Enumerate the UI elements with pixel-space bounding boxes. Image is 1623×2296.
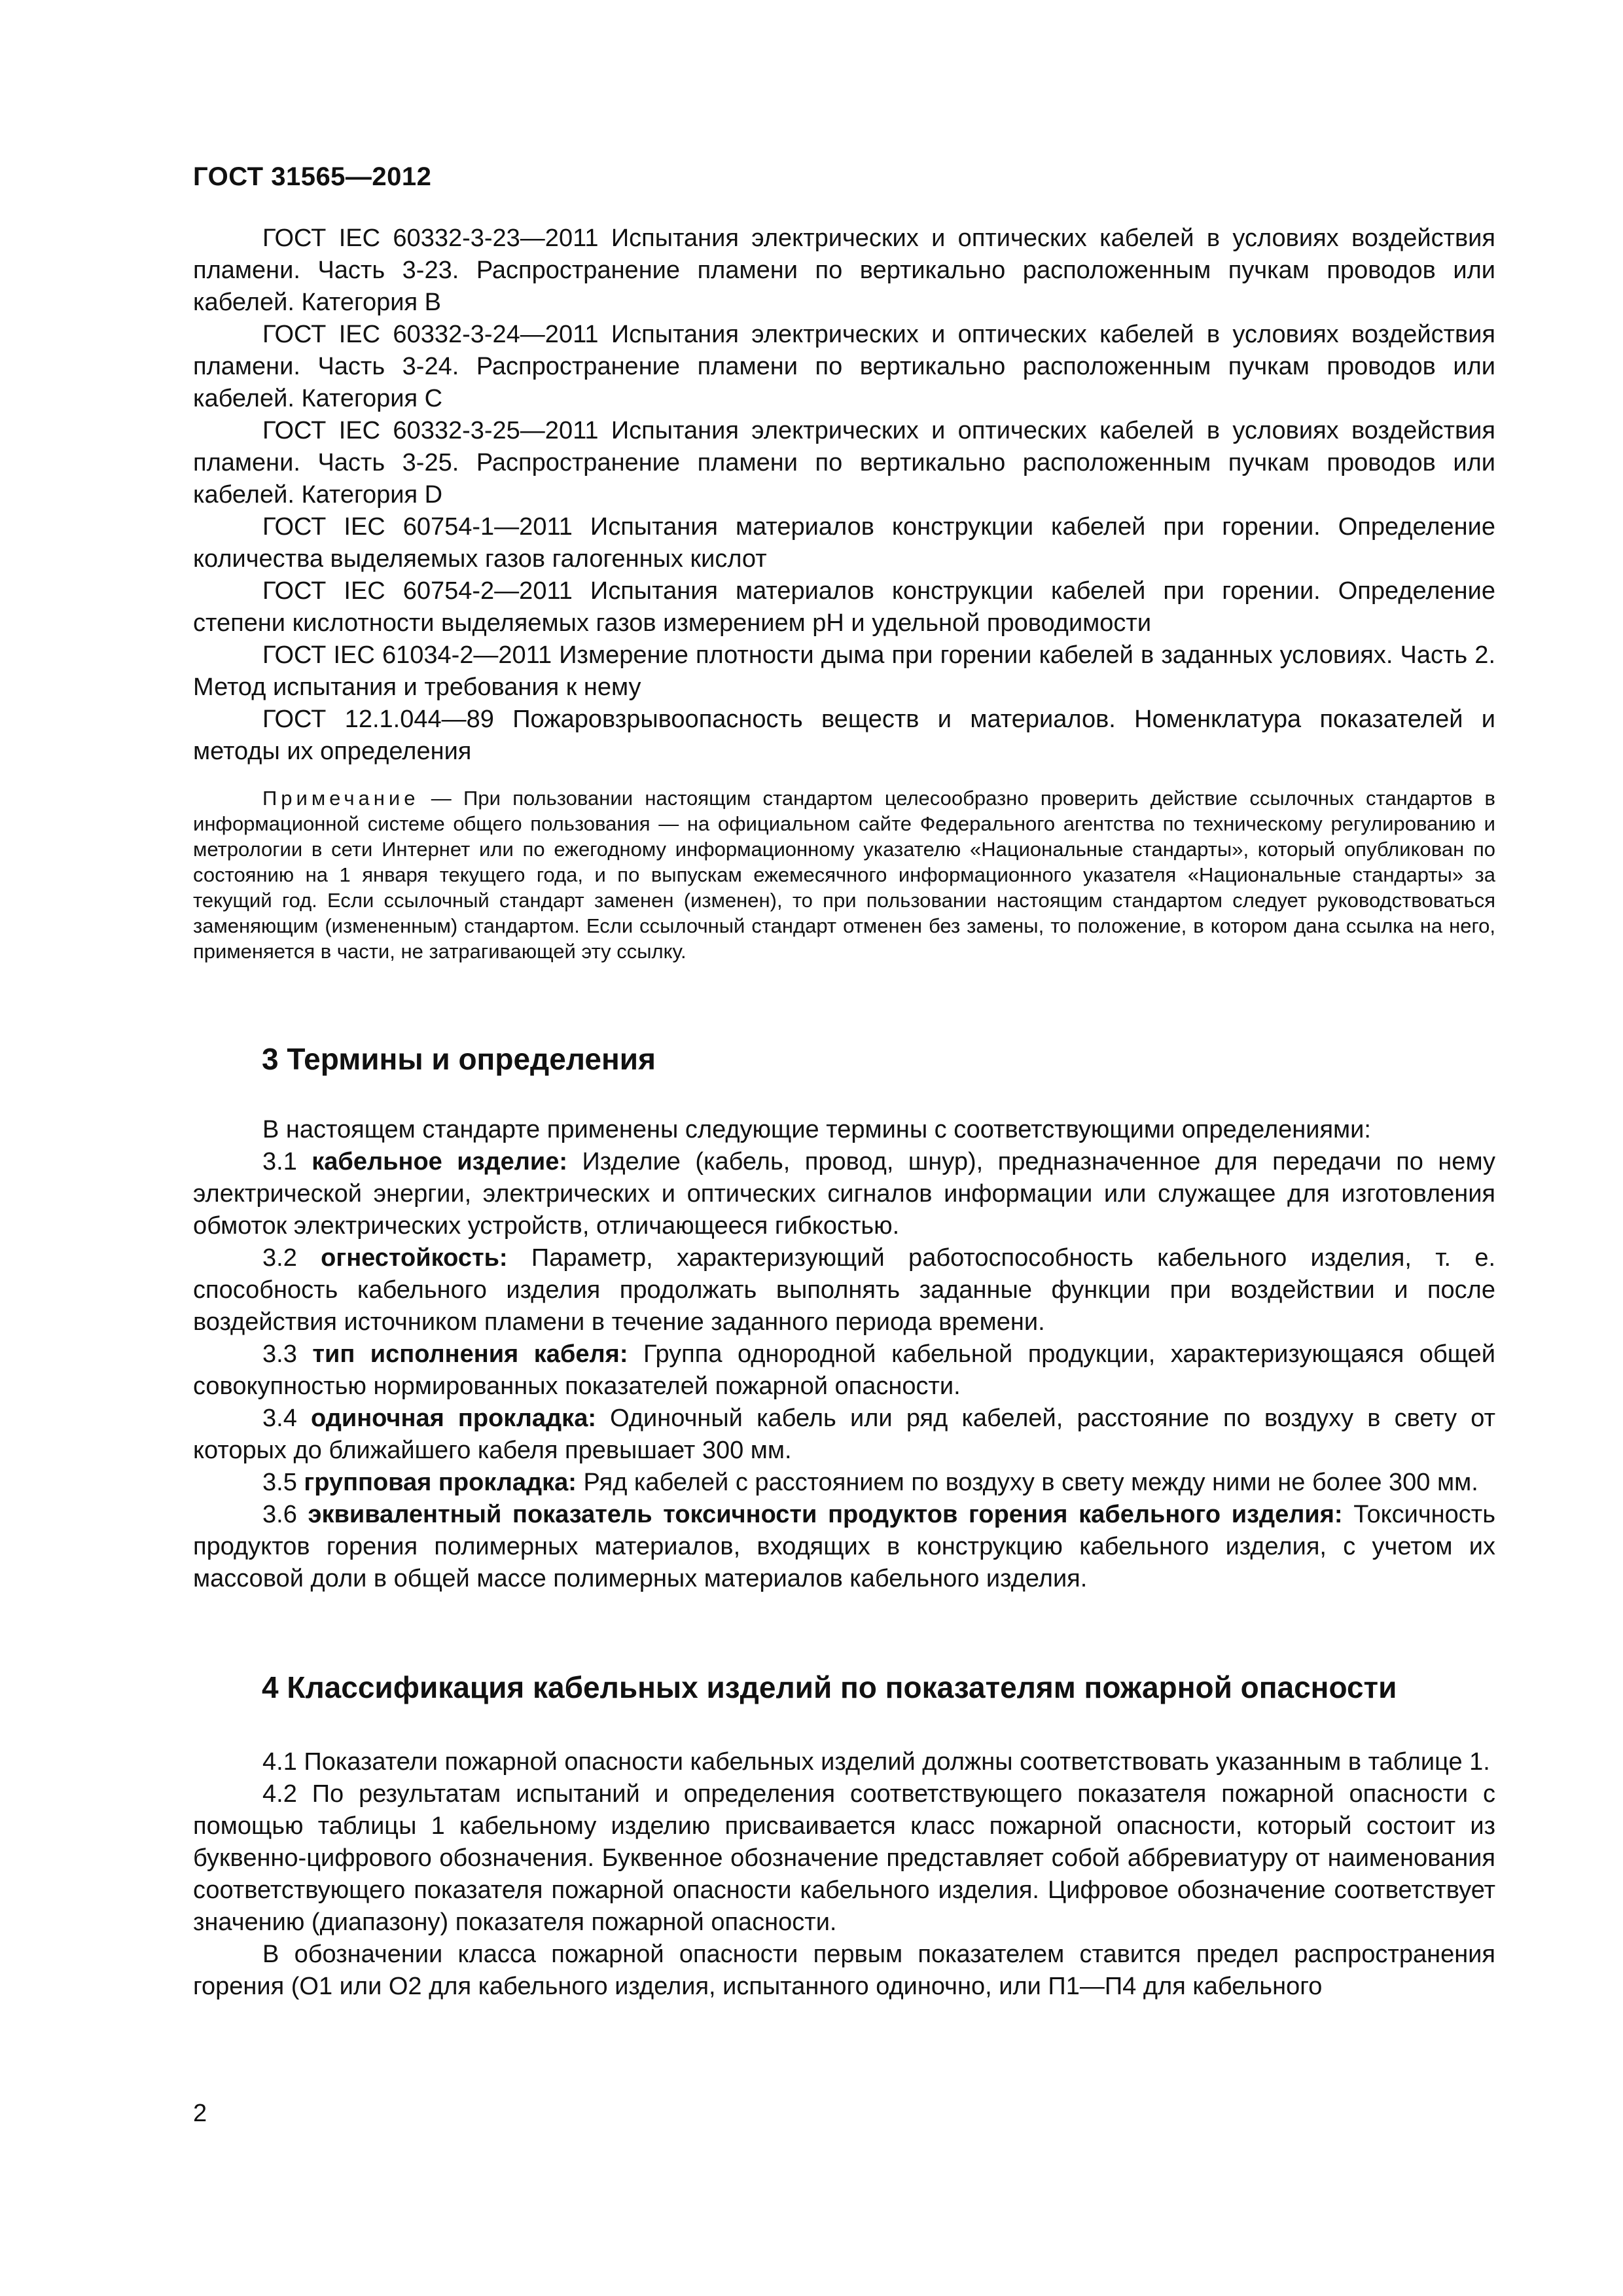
note-block	[193, 785, 1495, 964]
reference-item: ГОСТ IEC 60332-3-23—2011 Испытания электрических и оптических кабелей в условиях воздействия пламени. Часть 3-23. Распространение пламени по вертикально расположенным пучкам проводов или кабелей. Категория B	[193, 224, 1495, 316]
definition-number: 3.3	[262, 1340, 297, 1368]
definition-number: 3.4	[262, 1405, 297, 1432]
definition-item	[193, 1403, 1495, 1467]
definition-term: тип исполнения кабеля:	[312, 1340, 628, 1368]
reference-item: ГОСТ 12.1.044—89 Пожаровзрывоопасность веществ и материалов. Номенклатура показателей и методы их определения	[193, 706, 1495, 765]
definition-number: 3.2	[262, 1244, 297, 1272]
definition-term: кабельное изделие:	[312, 1148, 568, 1175]
definition-number: 3.5	[262, 1469, 297, 1496]
section-4-paragraph: 4.1 Показатели пожарной опасности кабельных изделий должны соответствовать указанным в таблице 1.	[262, 1748, 1490, 1776]
definition-term: одиночная прокладка:	[311, 1405, 596, 1432]
definition-item	[193, 1467, 1495, 1499]
definition-number: 3.1	[262, 1148, 297, 1175]
section-4-body	[193, 1746, 1495, 2003]
definition-item	[193, 1242, 1495, 1338]
section-4-heading: 4 Классификация кабельных изделий по показателям пожарной опасности	[262, 1670, 1397, 1704]
definition-item	[193, 1338, 1495, 1403]
definition-term: групповая прокладка:	[304, 1469, 577, 1496]
definition-number: 3.6	[262, 1501, 297, 1528]
document-header: ГОСТ 31565—2012	[193, 162, 432, 191]
note-text: — При пользовании настоящим стандартом целесообразно проверить действие ссылочных стандартов в информационной системе общего пользования — на официальном сайте Федерального агентства по техническому регулированию и метрологии в сети Интернет или по ежегодному информационному указателю «Национальные стандарты», который опубликован по состоянию на 1 января текущего года, и по выпускам ежемесячного информационного указателя «Национальные стандарты» за текущий год. Если ссылочный стандарт заменен (изменен), то при пользовании настоящим стандартом следует руководствоваться заменяющим (измененным) стандартом. Если ссылочный стандарт отменен без замены, то положение, в котором дана ссылка на него, применяется в части, не затрагивающей эту ссылку.	[193, 787, 1495, 963]
definition-text: Параметр, характеризующий работоспособность кабельного изделия, т. е. способность кабельного изделия продолжать выполнять заданные функции при воздействии и после воздействия источником пламени в течение заданного периода времени.	[193, 1244, 1496, 1336]
definition-text: Токсичность продуктов горения полимерных материалов, входящих в конструкцию кабельного изделия, с учетом их массовой доли в общей массе полимерных материалов кабельного изделия.	[193, 1501, 1495, 1592]
reference-item: ГОСТ IEC 60754-1—2011 Испытания материалов конструкции кабелей при горении. Определение количества выделяемых газов галогенных кислот	[193, 513, 1495, 573]
reference-item: ГОСТ IEC 61034-2—2011 Измерение плотности дыма при горении кабелей в заданных условиях. Часть 2. Метод испытания и требования к нему	[193, 641, 1495, 701]
section-3-intro: В настоящем стандарте применены следующие термины с соответствующими определениями:	[262, 1116, 1371, 1143]
definition-text: Изделие (кабель, провод, шнур), предназначенное для передачи по нему электрической энергии, электрических и оптических сигналов информации или служащее для изготовления обмоток электрических устройств, отличающееся гибкостью.	[193, 1148, 1495, 1240]
reference-item: ГОСТ IEC 60754-2—2011 Испытания материалов конструкции кабелей при горении. Определение степени кислотности выделяемых газов измерением pH и удельной проводимости	[193, 577, 1495, 637]
section-3-heading-wrap	[262, 1039, 1564, 1079]
definition-text: Ряд кабелей с расстоянием по воздуху в свету между ними не более 300 мм.	[576, 1469, 1478, 1496]
definition-item	[193, 1146, 1495, 1242]
section-3-body	[193, 1114, 1495, 1595]
definition-term: огнестойкость:	[321, 1244, 508, 1272]
reference-item: ГОСТ IEC 60332-3-25—2011 Испытания электрических и оптических кабелей в условиях воздействия пламени. Часть 3-25. Распространение пламени по вертикально расположенным пучкам проводов или кабелей. Категория D	[193, 417, 1495, 509]
reference-item: ГОСТ IEC 60332-3-24—2011 Испытания электрических и оптических кабелей в условиях воздействия пламени. Часть 3-24. Распространение пламени по вертикально расположенным пучкам проводов или кабелей. Категория C	[193, 321, 1495, 412]
note-paragraph	[193, 785, 1495, 964]
definition-text: Группа однородной кабельной продукции, характеризующаяся общей совокупностью нормированных показателей пожарной опасности.	[193, 1340, 1495, 1400]
normative-references-list	[193, 223, 1495, 768]
definition-text: Одиночный кабель или ряд кабелей, расстояние по воздуху в свету от которых до ближайшего кабеля превышает 300 мм.	[193, 1405, 1495, 1464]
page-number: 2	[193, 2100, 207, 2127]
section-3-heading: 3 Термины и определения	[262, 1042, 656, 1076]
note-label: Примечание	[262, 787, 419, 810]
definition-term: эквивалентный показатель токсичности продуктов горения кабельного изделия:	[308, 1501, 1343, 1528]
definition-item	[193, 1499, 1495, 1595]
section-4-paragraph: В обозначении класса пожарной опасности первым показателем ставится предел распространения горения (О1 или О2 для кабельного изделия, испытанного одиночно, или П1—П4 для кабельного	[193, 1941, 1495, 2000]
section-4-heading-wrap	[262, 1668, 1564, 1707]
section-4-paragraph: 4.2 По результатам испытаний и определения соответствующего показателя пожарной опасности с помощью таблицы 1 кабельному изделию присваивается класс пожарной опасности, который состоит из буквенно-цифрового обозначения. Буквенное обозначение представляет собой аббревиатуру от наименования соответствующего показателя пожарной опасности кабельного изделия. Цифровое обозначение соответствует значению (диапазону) показателя пожарной опасности.	[193, 1780, 1495, 1936]
